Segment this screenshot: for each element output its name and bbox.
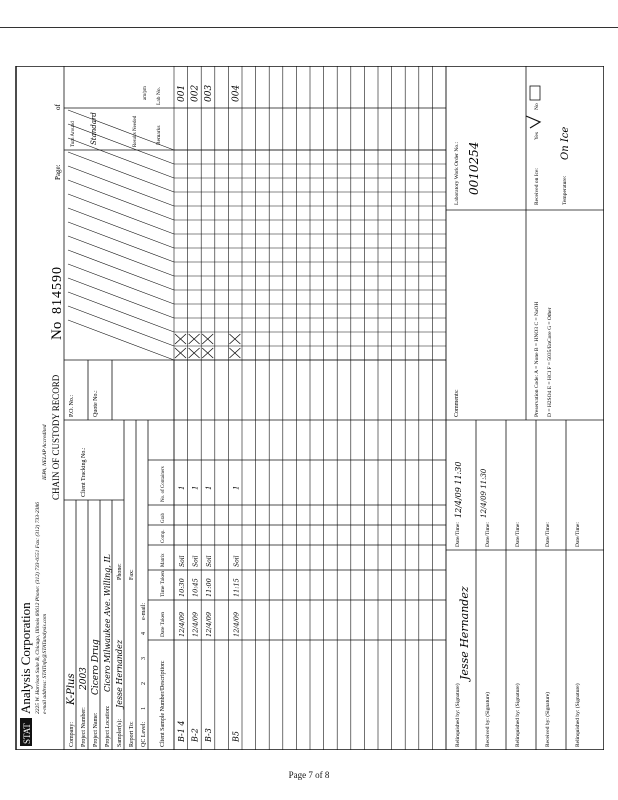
sample-containers: 1 xyxy=(191,485,200,490)
label-preservation-2: D = H2SO4 E = HCl F = 5035/EnCore G = Other xyxy=(547,307,553,417)
label-am-pm: am/pm xyxy=(143,86,148,100)
sample-lab-no: 002 xyxy=(190,84,201,102)
label-dt-4: Date/Time: xyxy=(545,522,551,547)
analysis-x-mark xyxy=(202,334,213,344)
sample-date: 12/4/09 xyxy=(178,611,186,637)
label-fax: Fax: xyxy=(129,569,135,580)
label-project-number: Project Number: xyxy=(81,707,87,747)
analysis-x-mark xyxy=(229,348,240,358)
sample-date: 12/4/09 xyxy=(205,611,214,637)
sample-date: 12/4/09 xyxy=(191,611,200,637)
hw-project-name: Cicero Drug xyxy=(91,639,101,695)
col-grab: Grab xyxy=(161,513,166,523)
label-received-1: Received by: (Signature) xyxy=(485,692,491,747)
label-po: P.O. No.: xyxy=(69,394,75,417)
hw-turnaround: Standard xyxy=(90,112,98,145)
sample-lab-no: 004 xyxy=(231,84,242,102)
qc-2: 2 xyxy=(141,682,147,685)
analysis-x-mark xyxy=(175,348,186,358)
page-label: Page: xyxy=(54,164,62,180)
analysis-x-mark xyxy=(175,334,186,344)
analysis-x-mark xyxy=(202,348,213,358)
sample-matrix: Soil xyxy=(233,555,241,567)
label-received-2: Received by: (Signature) xyxy=(545,692,551,747)
sample-lab-no: 001 xyxy=(177,84,187,102)
sample-matrix: Soil xyxy=(179,555,186,567)
sample-lab-no: 003 xyxy=(204,84,215,102)
sample-id: B-3 xyxy=(204,728,214,742)
col-remarks: Remarks xyxy=(156,125,162,145)
hw-relinquish-datetime: 12/4/09 11:30 xyxy=(454,461,463,518)
label-dt-5: Date/Time: xyxy=(575,522,581,547)
col-comp: Comp. xyxy=(161,529,166,543)
label-preservation: Preservation Code: A = None B = HNO3 C = NaOH xyxy=(534,301,540,417)
sample-containers: 1 xyxy=(205,485,214,490)
analysis-x-mark xyxy=(189,334,200,344)
form-number-prefix: No xyxy=(49,321,65,340)
label-phone: Phone: xyxy=(117,563,123,580)
hw-sampler: Jesse Hernandez xyxy=(115,639,124,708)
col-containers: No. of Containers xyxy=(161,466,166,502)
scan-top-border xyxy=(0,27,618,28)
company-email: e-mail address: STATinfo@STATanalysis.com xyxy=(42,613,48,714)
col-client-sample: Client Sample Number/Description: xyxy=(160,660,166,747)
sample-id: B-2 xyxy=(190,728,200,742)
col-date-taken: Date Taken xyxy=(160,611,166,637)
label-qc-level: QC Level: xyxy=(141,721,147,747)
yes-check-mark xyxy=(526,116,540,128)
accreditation: IEPA, NELAP Accredited xyxy=(42,424,48,480)
hw-relinquish-signature: Jesse Hernandez xyxy=(458,586,471,680)
form-title: CHAIN OF CUSTODY RECORD xyxy=(51,374,61,500)
hw-project-location: Cicero Milwaukee Ave. Willing, IL xyxy=(103,554,112,692)
sample-time: 10:45 xyxy=(191,578,200,597)
logo-text: STAT xyxy=(22,723,32,744)
chain-of-custody-form xyxy=(6,66,604,750)
no-checkbox xyxy=(530,86,540,100)
sample-matrix: Soil xyxy=(206,555,214,567)
company-address: 2225 W. Harrison Suite B, Chicago, Illinois 60612 Phone: (312) 733-0551 Fax: (312) 733-2386 xyxy=(35,502,41,714)
company-name: Analysis Corporation xyxy=(18,602,33,714)
sample-containers: 1 xyxy=(178,485,186,490)
label-sampler: Sampler(s): xyxy=(117,719,123,747)
sample-id: B-1 4 xyxy=(177,720,186,742)
label-received-on-ice: Received on Ice: xyxy=(534,168,540,205)
label-project-name: Project Name: xyxy=(93,712,99,747)
form-number: 814590 xyxy=(50,266,65,314)
qc-1: 1 xyxy=(141,707,147,710)
label-project-location: Project Location: xyxy=(105,705,111,747)
sample-matrix: Soil xyxy=(192,555,200,567)
label-relinquished-1: Relinquished by: (Signature) xyxy=(455,683,461,747)
sample-id: B5 xyxy=(231,731,241,742)
sample-time: 11:00 xyxy=(205,578,214,597)
col-matrix: Matrix xyxy=(161,553,166,567)
sample-time: 11:15 xyxy=(232,578,241,597)
qc-4: 4 xyxy=(141,632,147,635)
label-quote: Quote No.: xyxy=(93,390,99,417)
hw-lab-work-order: 0010254 xyxy=(467,141,481,195)
label-results-needed: Results Needed xyxy=(133,115,138,147)
hw-company: K-Plus xyxy=(66,673,77,705)
label-dt-1: Date/Time: xyxy=(455,522,461,547)
qc-3: 3 xyxy=(141,657,147,660)
hw-temperature: On Ice xyxy=(560,126,571,160)
label-no: No xyxy=(534,103,540,110)
col-time-taken: Time Taken xyxy=(160,570,166,597)
hw-received-datetime: 12/4/09 11:30 xyxy=(480,468,488,518)
sample-time: 10:30 xyxy=(178,578,186,597)
label-dt-2: Date/Time: xyxy=(485,522,491,547)
label-lab-work-order: Laboratory Work Order No.: xyxy=(454,142,460,205)
analysis-x-mark xyxy=(229,334,240,344)
col-lab-no: Lab No. xyxy=(156,86,162,105)
label-report-to: Report To: xyxy=(129,721,135,747)
label-temperature: Temperature: xyxy=(562,175,568,205)
analysis-x-mark xyxy=(189,348,200,358)
label-relinquished-2: Relinquished by: (Signature) xyxy=(515,683,521,747)
label-comments: Comments: xyxy=(454,389,460,417)
page-footer: Page 7 of 8 xyxy=(288,770,330,780)
label-email: e-mail: xyxy=(141,603,147,620)
label-relinquished-3: Relinquished by: (Signature) xyxy=(575,683,581,747)
label-client-tracking: Client Tracking No.: xyxy=(81,447,87,497)
label-company: Company: xyxy=(69,722,75,747)
label-turn-around: Turn Around xyxy=(71,121,76,147)
sample-date: 12/4/09 xyxy=(232,611,241,637)
of-label: of xyxy=(54,104,62,110)
sample-containers: 1 xyxy=(232,485,241,490)
label-dt-3: Date/Time: xyxy=(515,522,521,547)
hw-project-number: 2003 xyxy=(79,667,89,690)
label-yes: Yes xyxy=(534,131,540,140)
